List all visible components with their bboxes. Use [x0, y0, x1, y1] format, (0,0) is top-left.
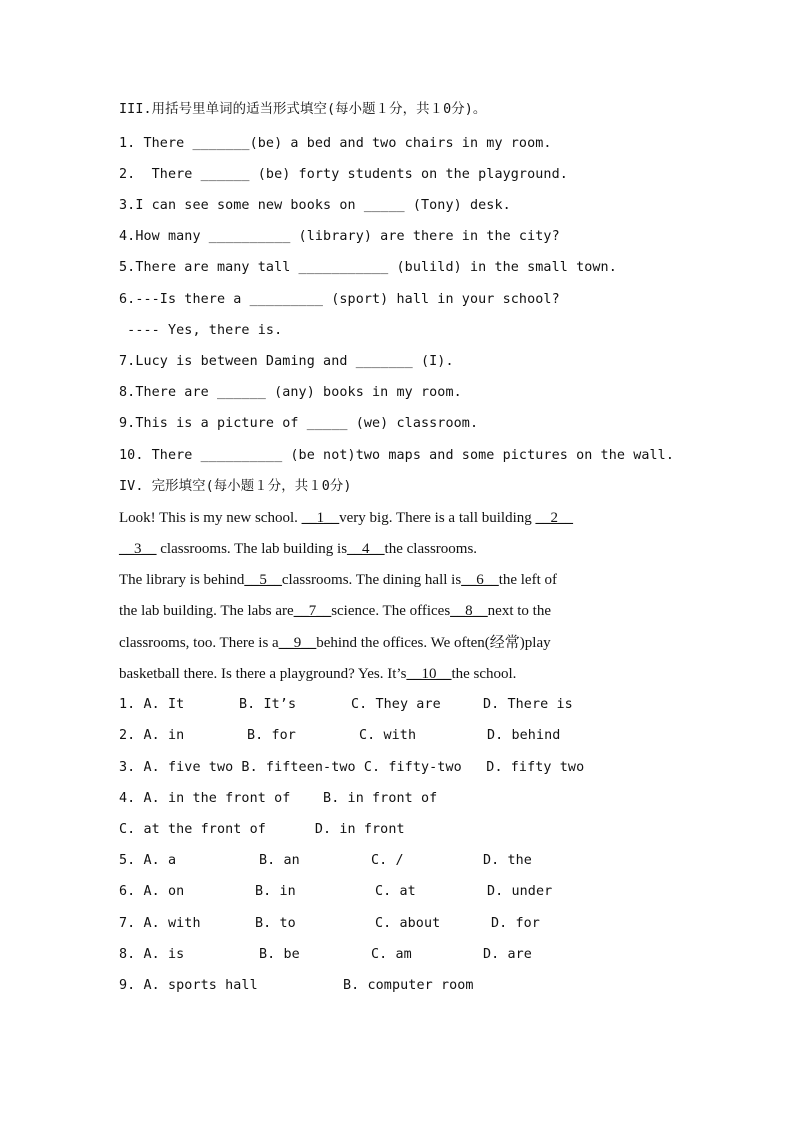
passage-text: the lab building. The labs are	[119, 603, 294, 619]
passage-text: classrooms, too. There is a	[119, 635, 279, 651]
passage-text: classrooms. The dining hall is	[281, 572, 462, 588]
option-d: D. behind	[487, 728, 561, 743]
passage-text: science. The offices	[331, 603, 451, 619]
exercise-item: 10. There __________ (be not)two maps and some pictures on the wall.	[119, 448, 675, 463]
passage-line	[119, 633, 551, 653]
option-b: B. computer room	[343, 978, 474, 993]
exercise-item: 6.---Is there a _________ (sport) hall in your school?	[119, 292, 560, 307]
option-a: 9. A. sports hall	[119, 978, 258, 993]
option-b: B. to	[255, 916, 296, 931]
exercise-item: 4.How many __________ (library) are there in the city?	[119, 229, 560, 244]
option-b: B. It’s	[239, 697, 297, 712]
blank-1: __1__	[301, 510, 340, 526]
exercise-item: 1. There _______(be) a bed and two chairs in my room.	[119, 136, 552, 151]
passage-text: classrooms. The lab building is	[156, 541, 348, 557]
blank-2: __2__	[535, 510, 573, 526]
passage-line	[119, 664, 516, 684]
option-d: D. are	[483, 947, 532, 962]
exercise-item: ---- Yes, there is.	[119, 323, 283, 338]
passage-text: very big. There is a tall building	[339, 510, 536, 526]
option-a: 7. A. with	[119, 916, 201, 931]
option-row: C. at the front of D. in front	[119, 822, 405, 837]
passage-text: the school.	[451, 666, 517, 682]
exercise-item: 2. There ______ (be) forty students on the playground.	[119, 167, 568, 182]
blank-8: __8__	[450, 603, 488, 619]
option-d: D. the	[483, 853, 532, 868]
blank-7: __7__	[293, 603, 332, 619]
option-a: 6. A. on	[119, 884, 185, 899]
blank-4: __4__	[347, 541, 385, 557]
option-row	[119, 976, 474, 1056]
section4-heading: IV. 完形填空(每小题１分，共１0分)	[119, 479, 352, 494]
option-d: D. for	[491, 916, 540, 931]
blank-9: __9__	[278, 635, 317, 651]
passage-text: behind the offices. We often(经常)play	[316, 635, 551, 651]
passage-text: next to the	[487, 603, 551, 619]
passage-text: the classrooms.	[384, 541, 478, 557]
option-c: C. /	[371, 853, 404, 868]
passage-line	[119, 539, 477, 559]
blank-10: __10__	[406, 666, 452, 682]
blank-6: __6__	[461, 572, 499, 588]
option-row: 4. A. in the front of B. in front of	[119, 791, 438, 806]
exercise-item: 9.This is a picture of _____ (we) classroom.	[119, 416, 479, 431]
option-c: C. about	[375, 916, 441, 931]
option-c: C. am	[371, 947, 412, 962]
option-a: 1. A. It	[119, 697, 185, 712]
option-c: C. They are	[351, 697, 441, 712]
passage-line	[119, 508, 573, 528]
option-c: C. at	[375, 884, 416, 899]
option-a: 5. A. a	[119, 853, 177, 868]
exercise-item: 7.Lucy is between Daming and _______ (I).	[119, 354, 454, 369]
passage-line	[119, 570, 557, 590]
option-c: C. with	[359, 728, 417, 743]
passage-text: basketball there. Is there a playground? Yes. It’s	[119, 666, 407, 682]
exercise-item: 3.I can see some new books on _____ (Tony) desk.	[119, 198, 511, 213]
blank-3: __3__	[119, 541, 157, 557]
passage-text: Look! This is my new school.	[119, 510, 302, 526]
option-a: 2. A. in	[119, 728, 185, 743]
option-d: D. There is	[483, 697, 573, 712]
exercise-item: 8.There are ______ (any) books in my room.	[119, 385, 462, 400]
exercise-item: 5.There are many tall ___________ (bulild) in the small town.	[119, 260, 617, 275]
option-a: 8. A. is	[119, 947, 185, 962]
section3-heading: III.用括号里单词的适当形式填空(每小题１分，共１0分)。	[119, 102, 487, 117]
passage-text: the left of	[498, 572, 557, 588]
option-d: D. under	[487, 884, 553, 899]
blank-5: __5__	[244, 572, 282, 588]
option-b: B. for	[247, 728, 296, 743]
passage-text: The library is behind	[119, 572, 245, 588]
option-row: 3. A. five two B. fifteen-two C. fifty-two D. fifty two	[119, 760, 585, 775]
option-b: B. be	[259, 947, 300, 962]
option-b: B. in	[255, 884, 296, 899]
option-b: B. an	[259, 853, 300, 868]
passage-line	[119, 601, 551, 621]
